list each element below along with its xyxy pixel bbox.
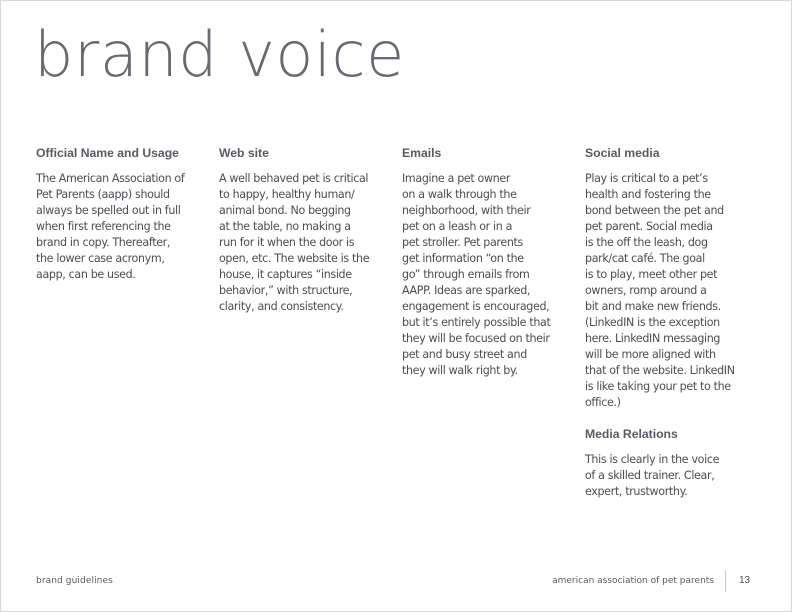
footer-doc-label: brand guidelines	[36, 576, 113, 586]
body-line: but it’s entirely possible that	[402, 316, 551, 329]
column-emails	[402, 146, 574, 379]
body-line: AAPP. Ideas are sparked,	[402, 284, 531, 297]
body-line: aapp, can be used.	[36, 268, 136, 281]
body-line: office.)	[585, 396, 621, 409]
body-line: pet on a leash or in a	[402, 220, 513, 233]
column-official-name	[36, 146, 208, 283]
column-body	[402, 171, 574, 379]
body-line: bond between the pet and	[585, 204, 724, 217]
body-line: get information “on the	[402, 252, 524, 265]
body-line: open, etc. The website is the	[219, 252, 370, 265]
column-web-site	[219, 146, 391, 315]
body-line: A well behaved pet is critical	[219, 172, 369, 185]
body-line: The American Association of	[36, 172, 185, 185]
body-line: is like taking your pet to the	[585, 380, 731, 393]
body-line: owners, romp around a	[585, 284, 707, 297]
body-line: animal bond. No begging	[219, 204, 351, 217]
body-line: go” through emails from	[402, 268, 530, 281]
body-line: they will walk right by.	[402, 364, 518, 377]
media-relations-heading: Media Relations	[585, 427, 678, 441]
footer-divider	[725, 570, 726, 592]
column-heading: Social media	[585, 146, 660, 160]
body-line: of a skilled trainer. Clear,	[585, 469, 715, 482]
body-line: at the table, no making a	[219, 220, 351, 233]
body-line: pet parent. Social media	[585, 220, 713, 233]
body-line: to happy, healthy human/	[219, 188, 355, 201]
body-line: (LinkedIN is the exception	[585, 316, 720, 329]
body-line: run for it when the door is	[219, 236, 355, 249]
body-line: here. LinkedIN messaging	[585, 332, 721, 345]
body-line: is the off the leash, dog	[585, 236, 708, 249]
body-line: neighborhood, with their	[402, 204, 531, 217]
body-line: when first referencing the	[36, 220, 171, 233]
column-social-media	[585, 146, 761, 500]
body-line: engagement is encouraged,	[402, 300, 550, 313]
page-title: brand voice	[34, 18, 405, 91]
body-line: is to play, meet other pet	[585, 268, 718, 281]
media-relations-body	[585, 452, 761, 500]
body-line: Imagine a pet owner	[402, 172, 511, 185]
page-number: 13	[739, 575, 751, 586]
body-line: bit and make new friends.	[585, 300, 721, 313]
body-line: brand in copy. Thereafter,	[36, 236, 171, 249]
column-heading: Official Name and Usage	[36, 146, 179, 160]
body-line: pet stroller. Pet parents	[402, 236, 523, 249]
body-line: always be spelled out in full	[36, 204, 181, 217]
body-line: Play is critical to a pet’s	[585, 172, 708, 185]
column-body	[36, 171, 208, 283]
body-line: clarity, and consistency.	[219, 300, 344, 313]
body-line: This is clearly in the voice	[585, 453, 720, 466]
body-line: health and fostering the	[585, 188, 711, 201]
body-line: will be more aligned with	[585, 348, 716, 361]
body-line: they will be focused on their	[402, 332, 550, 345]
body-line: the lower case acronym,	[36, 252, 165, 265]
body-line: pet and busy street and	[402, 348, 527, 361]
column-body	[585, 171, 761, 411]
body-line: house, it captures “inside	[219, 268, 352, 281]
column-heading: Emails	[402, 146, 442, 160]
body-line: park/cat café. The goal	[585, 252, 705, 265]
body-line: Pet Parents (aapp) should	[36, 188, 170, 201]
body-line: behavior,” with structure,	[219, 284, 353, 297]
body-line: that of the website. LinkedIN	[585, 364, 735, 377]
footer-org-name: american association of pet parents	[552, 576, 714, 586]
column-heading: Web site	[219, 146, 269, 160]
column-body	[219, 171, 391, 315]
body-line: expert, trustworthy.	[585, 485, 688, 498]
body-line: on a walk through the	[402, 188, 517, 201]
